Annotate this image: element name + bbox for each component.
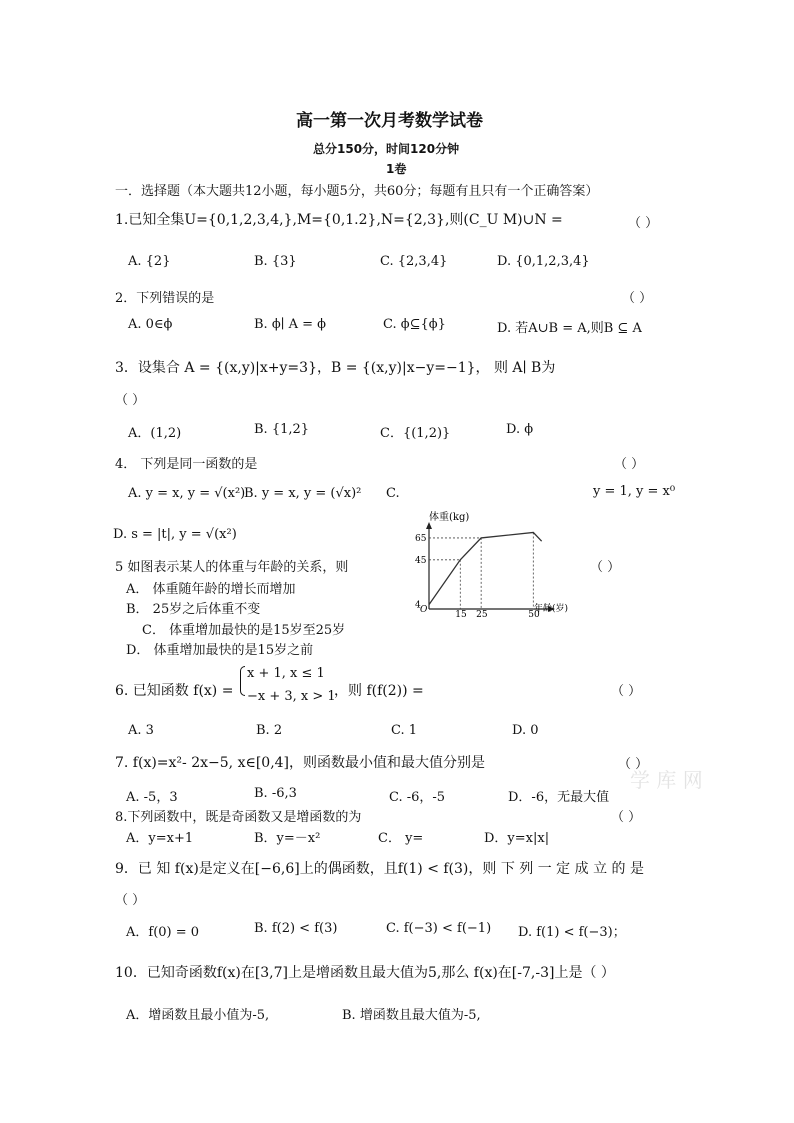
question-9-stem: 9．已 知 f(x)是定义在[−6,6]上的偶函数，且f(1) < f(3)，则 下 列 一 定 成 立 的 是 <box>115 861 644 877</box>
q1-option-c: C. {2,3,4} <box>380 254 448 269</box>
question-1-stem: 1.已知全集U={0,1,2,3,4,},M={0,1.2},N={2,3},则(C_U M)∪N = <box>115 212 563 228</box>
question-3-stem: 3．设集合 A = {(x,y)|x+y=3}，B = {(x,y)|x−y=−1}， 则 A∣ B为 <box>115 360 556 376</box>
question-6-stem-tail: ，则 f(f(2)) = <box>334 683 424 699</box>
q3-option-a: A．(1,2) <box>128 426 182 441</box>
question-2-stem: 2．下列错误的是 <box>115 291 215 306</box>
q2-option-c: C. ϕ⊆{ϕ} <box>383 317 446 332</box>
piecewise-left-brace <box>240 666 245 696</box>
y-tick-label: 4 <box>415 600 421 611</box>
q5-option-b: B． 25岁之后体重不变 <box>126 602 261 617</box>
answer-paren-8: （ ） <box>611 810 642 825</box>
page-title: 高一第一次月考数学试卷 <box>296 111 483 131</box>
chart-tick-labels <box>415 534 540 617</box>
question-6-stem: 6. 已知函数 f(x) = <box>115 683 234 699</box>
answer-paren-7: （ ） <box>618 757 649 772</box>
y-tick-label: 65 <box>415 533 427 544</box>
q3-option-b: B. {1,2} <box>254 422 310 437</box>
q9-option-a: A．f(0) = 0 <box>126 925 200 940</box>
q5-option-c: C． 体重增加最快的是15岁至25岁 <box>142 623 346 638</box>
answer-paren-3: （ ） <box>115 393 146 408</box>
q2-option-b: B. ϕ∣ A = ϕ <box>254 317 327 332</box>
q4-option-a: A. y = x, y = √(x²) <box>128 486 246 501</box>
chart-guide-lines <box>429 532 533 609</box>
question-7-stem: 7. f(x)=x²- 2x−5, x∈[0,4]，则函数最小值和最大值分别是 <box>115 755 486 771</box>
answer-paren-2: （ ） <box>622 291 653 306</box>
piecewise-case-1: x + 1, x ≤ 1 <box>247 666 325 681</box>
q9-option-b: B. f(2) < f(3) <box>254 921 338 936</box>
volume-label: 1卷 <box>386 162 407 176</box>
q3-option-c: C．{(1,2)} <box>380 426 451 441</box>
section-title: 一．选择题（本大题共12小题，每小题5分，共60分；每题有且只有一个正确答案） <box>115 184 599 199</box>
answer-paren-6: （ ） <box>611 684 642 699</box>
y-tick-label: 45 <box>415 555 427 566</box>
q1-option-b: B. {3} <box>254 254 297 269</box>
q8-option-c: C． y= <box>378 831 424 846</box>
answer-paren-9: （ ） <box>115 893 146 908</box>
q1-option-d: D. {0,1,2,3,4} <box>497 254 590 269</box>
q7-option-b: B. -6,3 <box>254 786 297 801</box>
answer-paren-5: （ ） <box>590 560 621 575</box>
weight-age-chart <box>410 505 590 617</box>
q1-option-a: A. {2} <box>128 254 171 269</box>
q2-option-d: D. 若A∪B = A,则B ⊆ A <box>497 321 642 336</box>
question-10-stem: 10．已知奇函数f(x)在[3,7]上是增函数且最大值为5,那么 f(x)在[-7,-3]上是（ ） <box>115 965 615 981</box>
x-tick-label: 25 <box>476 610 488 617</box>
question-8-stem: 8.下列函数中，既是奇函数又是增函数的为 <box>115 810 362 825</box>
q4-option-c-content: y = 1, y = x⁰ <box>593 484 676 499</box>
q6-option-b: B. 2 <box>256 723 283 738</box>
q5-option-a: A． 体重随年龄的增长而增加 <box>126 582 296 597</box>
q8-option-d: D．y=x|x| <box>484 831 550 846</box>
question-5-stem: 5 如图表示某人的体重与年龄的关系，则 <box>115 560 349 575</box>
chart-y-label: 体重(kg) <box>429 512 470 523</box>
exam-subtitle: 总分150分，时间120分钟 <box>313 142 460 156</box>
q6-option-a: A. 3 <box>128 723 154 738</box>
q4-option-b: B. y = x, y = (√x)² <box>244 486 362 501</box>
q10-option-a: A．增函数且最小值为-5, <box>126 1008 270 1023</box>
q5-option-d: D． 体重增加最快的是15岁之前 <box>126 643 314 658</box>
watermark: 学 库 网 <box>630 768 703 792</box>
piecewise-case-2: −x + 3, x > 1 <box>247 689 336 704</box>
answer-paren-1: （ ） <box>628 216 659 231</box>
q7-option-c: C. -6，-5 <box>389 790 446 805</box>
x-tick-label: 15 <box>455 610 467 617</box>
answer-paren-4: （ ） <box>614 457 645 472</box>
chart-x-label: 年龄(岁) <box>534 604 569 614</box>
q7-option-d: D．-6，无最大值 <box>508 790 610 805</box>
x-tick-label: 50 <box>528 610 540 617</box>
y-axis-arrow <box>426 522 432 529</box>
q8-option-a: A．y=x+1 <box>126 831 194 846</box>
q4-option-d: D. s = |t|, y = √(x²) <box>113 527 237 542</box>
q6-option-c: C. 1 <box>391 723 418 738</box>
q8-option-b: B．y=－x² <box>254 831 321 846</box>
q3-option-d: D. ϕ <box>506 422 534 437</box>
question-4-stem: 4． 下列是同一函数的是 <box>115 457 258 472</box>
q9-option-d: D. f(1) < f(−3)； <box>518 925 626 940</box>
q10-option-b: B. 增函数且最大值为-5, <box>342 1008 481 1023</box>
q4-option-c: C. <box>386 486 400 501</box>
q2-option-a: A. 0∈ϕ <box>128 317 173 332</box>
weight-series-line <box>429 532 542 604</box>
q6-option-d: D. 0 <box>512 723 539 738</box>
q9-option-c: C. f(−3) < f(−1) <box>386 921 492 936</box>
q7-option-a: A. -5，3 <box>126 790 178 805</box>
chart-origin-label: O <box>420 605 428 615</box>
